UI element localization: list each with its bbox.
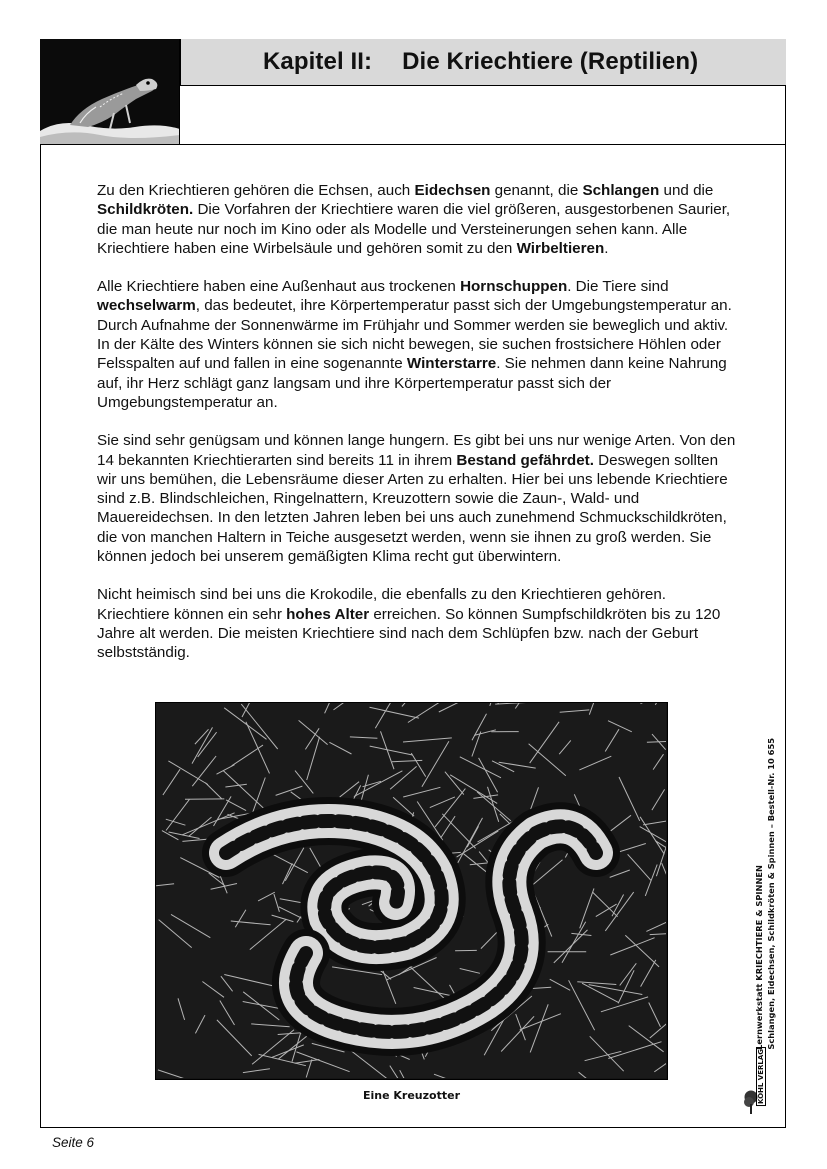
publisher-sidebar — [748, 705, 782, 1050]
text-run: Deswegen sollten wir uns bemühen, die Lebensräume dieser Arten zu erhalten. Hier bei uns lebende Kriechtiere sind z.B. Blindschleichen, Ringelnattern, Kreuzottern sowie die Zaun-, Wald- und Mauereidechsen. In den letzten Jahren leben bei uns auch zunehmend Schmuckschildkröten, die von manchen Haltern in Teiche ausgesetzt werden, wenn sie ihnen zu groß werden. Sie können jedoch bei unserem gemäßigten Klima recht gut überwintern. — [97, 451, 728, 566]
chapter-number: Kapitel II: — [263, 48, 373, 75]
header-divider — [40, 144, 786, 145]
text-run: Die Vorfahren der Kriechtiere waren die viel größeren, ausgestorbenen Saurier, die man heute nur noch im Kino oder als Modelle und Versteinerungen sehen kann. Alle Kriechtiere haben eine Wirbelsäule und gehören somit zu den — [97, 201, 731, 257]
text-run: erreichen. So können Sumpfschildkröten bis zu 120 Jahre alt werden. Die meisten Kriechtiere sind nach dem Schlüpfen bzw. nach der Geburt selbstständig. — [97, 605, 721, 662]
bold-term: Eidechsen — [414, 182, 491, 199]
body-text — [97, 181, 737, 682]
paragraph — [97, 431, 737, 566]
bold-term: Winterstarre — [406, 355, 497, 373]
chapter-title — [263, 48, 698, 76]
bold-term: Wirbeltieren — [516, 239, 605, 257]
bold-term: Bestand gefährdet. — [456, 451, 594, 469]
bold-term: hohes Alter — [286, 605, 370, 623]
series-title: Lernwerkstatt KRIECHTIERE & SPINNEN — [754, 865, 764, 1050]
text-run: genannt, die — [490, 182, 583, 199]
bold-term: Schildkröten. — [97, 201, 194, 219]
text-run: . — [604, 239, 609, 257]
text-run: und die — [659, 182, 714, 199]
text-run: Zu den Kriechtieren gehören die Echsen, auch — [97, 182, 415, 199]
page-number: Seite 6 — [52, 1135, 95, 1150]
text-run: . Die Tiere sind — [567, 278, 669, 296]
bold-term: Hornschuppen — [460, 278, 568, 296]
text-run: Alle Kriechtiere haben eine Außenhaut aus trockenen — [97, 278, 461, 296]
book-subtitle: Schlangen, Eidechsen, Schildkröten & Spinnen – Bestell-Nr. 10 655 — [766, 738, 776, 1050]
text-run: Nicht heimisch sind bei uns die Krokodile, die ebenfalls zu den Kriechtieren gehören. Kriechtiere können ein sehr — [97, 586, 667, 623]
bold-term: Schlangen — [582, 182, 660, 199]
paragraph — [97, 181, 737, 258]
publisher-name: KOHL VERLAG — [757, 1049, 765, 1105]
text-run: , das bedeutet, ihre Körpertemperatur passt sich der Umgebungstemperatur an. Durch Aufnahme der Sonnenwärme im Frühjahr und Sommer werden sie beweglich und aktiv. In der Kälte des Winters können sie sich nicht bewegen, sie suchen frostsichere Höhlen oder Felsspalten auf und fallen in eine sogenannte — [97, 297, 732, 373]
publisher-logo — [744, 1047, 780, 1115]
lizard-photo — [40, 39, 180, 145]
bold-term: wechselwarm — [97, 297, 196, 315]
figure-caption: Eine Kreuzotter — [362, 1089, 460, 1102]
paragraph — [97, 277, 737, 412]
paragraph — [97, 585, 737, 662]
adder-photo — [155, 702, 668, 1080]
text-run: Sie sind sehr genügsam und können lange hungern. Es gibt bei uns nur wenige Arten. Von den 14 bekannten Kriechtierarten sind bereits 11 in ihrem — [97, 432, 736, 469]
chapter-title-bar — [180, 39, 786, 86]
chapter-heading: Die Kriechtiere (Reptilien) — [402, 48, 699, 75]
text-run: . Sie nehmen dann keine Nahrung auf, ihr Herz schlägt ganz langsam und ihre Körpertemperatur passt sich der Umgebungstemperatur an. — [97, 355, 727, 411]
